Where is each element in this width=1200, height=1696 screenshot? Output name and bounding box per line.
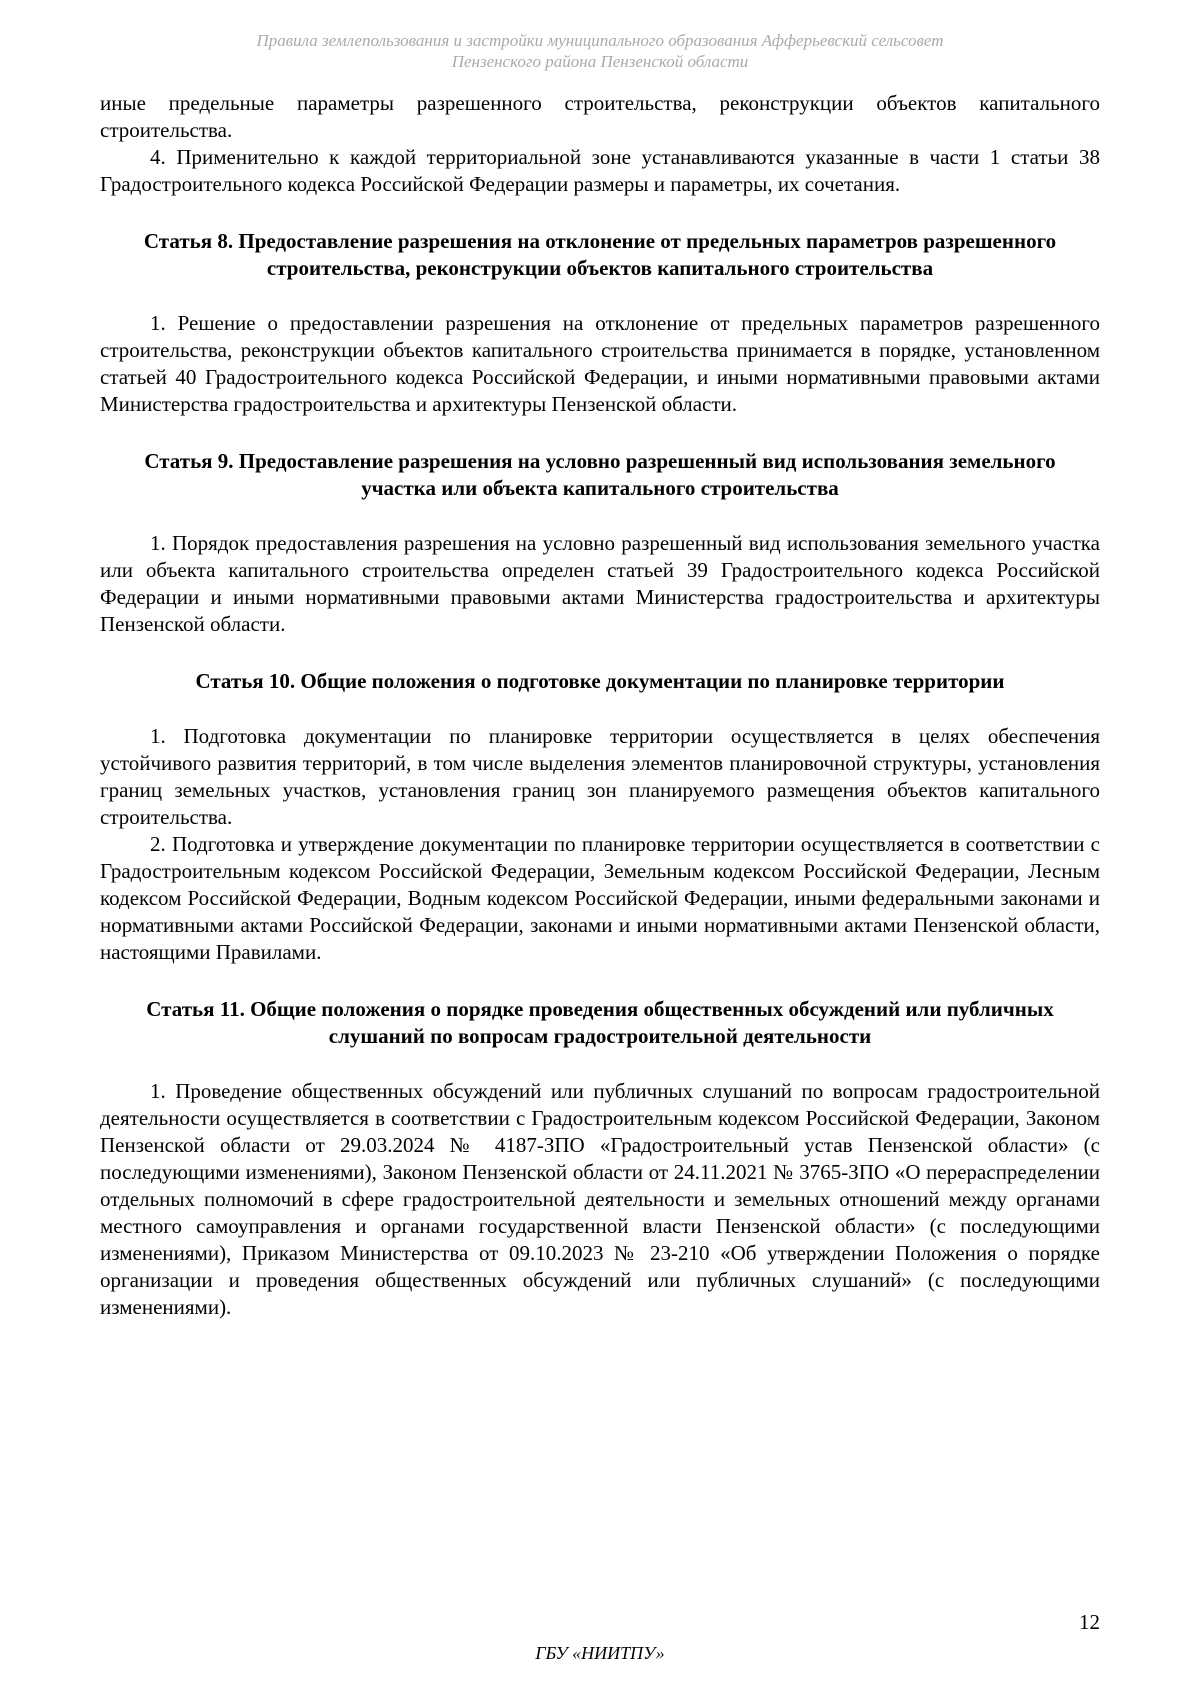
intro-paragraph-2: 4. Применительно к каждой территориальной зоне устанавливаются указанные в части 1 статьи 38 Градостроительного кодекса Российской Федерации размеры и параметры, их сочетания.: [100, 145, 1100, 196]
article-11-heading: Статья 11. Общие положения о порядке проведения общественных обсуждений или публичных слушаний по вопросам градостроительной деятельности: [146, 997, 1054, 1048]
intro-paragraph-1: иные предельные параметры разрешенного строительства, реконструкции объектов капитального строительства.: [100, 91, 1100, 142]
running-header: [150, 30, 1050, 72]
article-8-heading: Статья 8. Предоставление разрешения на отклонение от предельных параметров разрешенного строительства, реконструкции объектов капитального строительства: [143, 229, 1057, 280]
article-9-paragraph-1: 1. Порядок предоставления разрешения на условно разрешенный вид использования земельного участка или объекта капитального строительства определен статьей 39 Градостроительного кодекса Российской Федерации и иными нормативными правовыми актами Министерства градостроительства и архитектуры Пензенской области.: [100, 531, 1100, 636]
running-header-line-1: Правила землепользования и застройки муниципального образования Афферьевский сельсовет: [256, 31, 944, 50]
article-11-paragraph-1: 1. Проведение общественных обсуждений или публичных слушаний по вопросам градостроительной деятельности осуществляется в соответствии с Градостроительным кодексом Российской Федерации, Законом Пензенской области от 29.03.2024 № 4187-ЗПО «Градостроительный устав Пензенской области» (с последующими изменениями), Законом Пензенской области от 24.11.2021 № 3765-ЗПО «О перераспределении отдельных полномочий в сфере градостроительной деятельности и земельных отношений между органами местного самоуправления и органами государственной власти Пензенской области» (с последующими изменениями), Приказом Министерства от 09.10.2023 № 23-210 «Об утверждении Положения о порядке организации и проведения общественных обсуждений или публичных слушаний» (с последующими изменениями).: [100, 1079, 1100, 1319]
page-number: 12: [1079, 1610, 1100, 1634]
article-9-heading: Статья 9. Предоставление разрешения на условно разрешенный вид использования земельного участка или объекта капитального строительства: [144, 449, 1056, 500]
article-10-paragraph-2: 2. Подготовка и утверждение документации по планировке территории осуществляется в соответствии с Градостроительным кодексом Российской Федерации, Земельным кодексом Российской Федерации, Лесным кодексом Российской Федерации, Водным кодексом Российской Федерации, иными федеральными законами и нормативными актами Российской Федерации, законами и иными нормативными актами Пензенской области, настоящими Правилами.: [100, 832, 1100, 964]
running-header-line-2: Пензенского района Пензенской области: [451, 52, 749, 71]
document-body: [100, 90, 1100, 1321]
page-footer: ГБУ «НИИТПУ»: [535, 1643, 665, 1663]
article-10-heading: Статья 10. Общие положения о подготовке документации по планировке территории: [195, 669, 1005, 693]
article-8-paragraph-1: 1. Решение о предоставлении разрешения на отклонение от предельных параметров разрешенного строительства, реконструкции объектов капитального строительства принимается в порядке, установленном статьей 40 Градостроительного кодекса Российской Федерации, и иными нормативными правовыми актами Министерства градостроительства и архитектуры Пензенской области.: [100, 311, 1100, 416]
article-10-paragraph-1: 1. Подготовка документации по планировке территории осуществляется в целях обеспечения устойчивого развития территорий, в том числе выделения элементов планировочной структуры, установления границ земельных участков, установления границ зон планируемого размещения объектов капитального строительства.: [100, 724, 1100, 829]
